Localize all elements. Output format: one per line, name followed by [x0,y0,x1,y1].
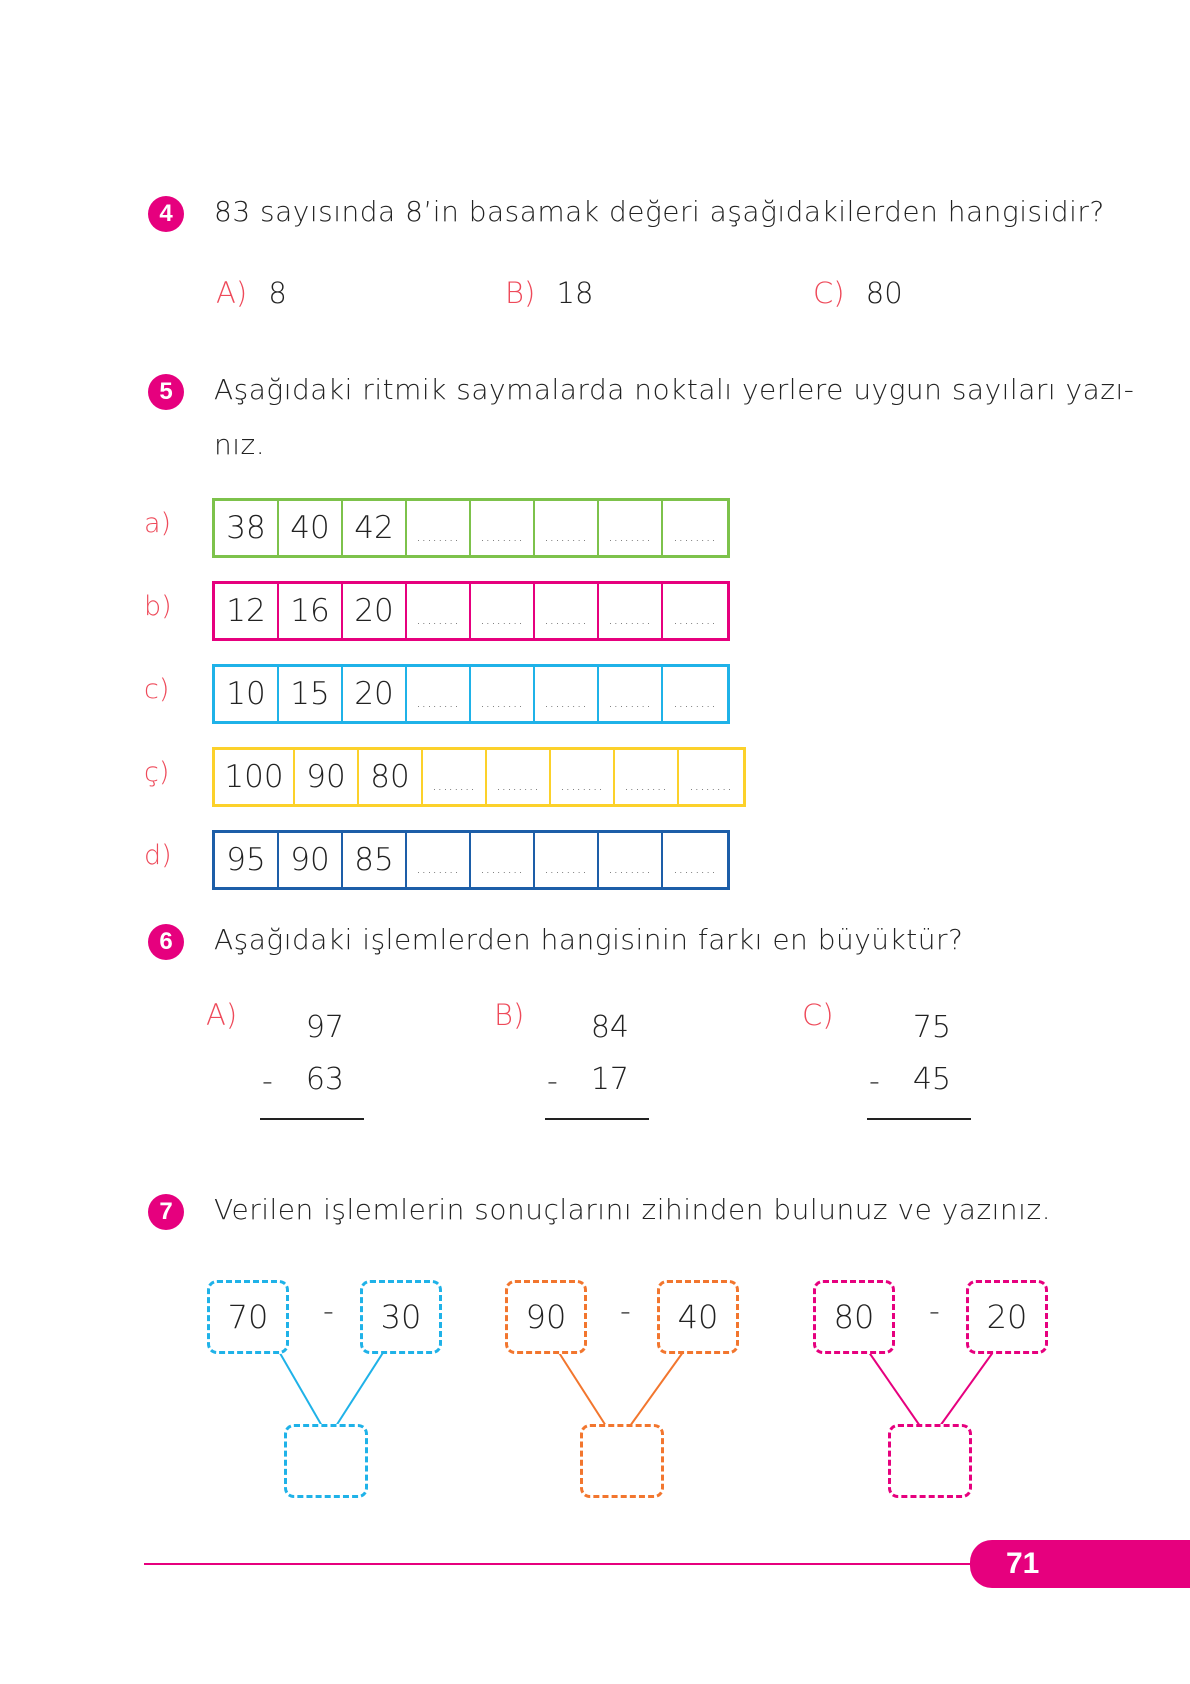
sequence-blank[interactable]: ........ [407,833,471,887]
operand-box-left: 80 [813,1280,895,1354]
minuend: 84 [590,1010,629,1045]
sequence-blank[interactable]: ........ [471,833,535,887]
sequence-label-b: b) [144,591,172,622]
question-4-text: 83 sayısında 8’in basamak değeri aşağıdakilerden hangisidir? [214,195,1105,228]
question-5-text-line1: Aşağıdaki ritmik saymalarda noktalı yerlere uygun sayıları yazı- [214,373,1135,406]
question-7-text: Verilen işlemlerin sonuçlarını zihinden bulunuz ve yazınız. [214,1193,1052,1226]
question-number-4: 4 [148,196,184,232]
sequence-blank[interactable]: ........ [673,695,717,711]
minus-sign: - [620,1294,631,1329]
subtrahend: 63 [305,1062,344,1097]
sequence-cell: 42 [343,501,407,555]
operand-box-right: 40 [657,1280,739,1354]
sequence-label-d: d) [144,840,172,871]
question-number-7: 7 [148,1194,184,1230]
operand-box-left: 70 [207,1280,289,1354]
minus-sign: - [262,1064,273,1099]
option-value: 18 [556,276,594,310]
sequence-blank[interactable]: ........ [689,778,733,794]
sequence-cell: 90 [295,750,359,804]
sequence-blank[interactable]: ........ [673,529,717,545]
sequence-label-c-cedilla: ç) [144,757,170,788]
sequence-cell: 100 [215,750,295,804]
sequence-blank[interactable]: ........ [615,750,679,804]
result-box-right-operand: 20 [966,1280,1048,1354]
footer-divider [144,1563,974,1565]
minus-sign: - [323,1294,334,1329]
subtrahend: 17 [590,1062,629,1097]
sequence-cell: 95 [215,833,279,887]
subtrahend: 45 [912,1062,951,1097]
sequence-blank[interactable]: ........ [407,584,471,638]
option-label: A) [216,276,248,310]
sequence-cell: 10 [215,667,279,721]
sequence-cell: 20 [343,667,407,721]
question-number-5: 5 [148,374,184,410]
sequence-cell: 90 [279,833,343,887]
operand-box-right: 30 [360,1280,442,1354]
sequence-blank[interactable]: ........ [551,750,615,804]
sequence-label-a: a) [144,508,172,539]
sequence-blank[interactable]: ........ [407,667,471,721]
sequence-blank[interactable]: ........ [471,584,535,638]
q6-option-a-label[interactable]: A) [206,998,238,1032]
sequence-cell: 20 [343,584,407,638]
sequence-blank[interactable]: ........ [673,612,717,628]
sequence-blank[interactable]: ........ [535,667,599,721]
sequence-cell: 16 [279,584,343,638]
sequence-cell: 12 [215,584,279,638]
q6-option-b-label[interactable]: B) [494,998,525,1032]
option-label: C) [813,276,845,310]
sequence-blank[interactable]: ........ [423,750,487,804]
question-5-text-line2: nız. [214,428,266,461]
sequence-blank[interactable]: ........ [471,501,535,555]
sequence-blank[interactable]: ........ [599,584,663,638]
sequence-label-c: c) [144,674,170,705]
question-6-text: Aşağıdaki işlemlerden hangisinin farkı en büyüktür? [214,923,964,956]
sequence-blank[interactable]: ........ [487,750,551,804]
result-box[interactable] [580,1424,664,1498]
minuend: 75 [912,1010,951,1045]
question-number-6: 6 [148,924,184,960]
minus-sign: - [869,1064,880,1099]
option-value: 8 [268,276,287,310]
operand-box-left: 90 [505,1280,587,1354]
sequence-blank[interactable]: ........ [673,861,717,877]
sequence-cell: 80 [359,750,423,804]
sequence-blank[interactable]: ........ [535,833,599,887]
result-box[interactable] [284,1424,368,1498]
sequence-blank[interactable]: ........ [599,667,663,721]
sequence-blank[interactable]: ........ [599,833,663,887]
sequence-cell: 40 [279,501,343,555]
sequence-blank[interactable]: ........ [471,667,535,721]
sequence-blank[interactable]: ........ [599,501,663,555]
option-value: 80 [865,276,903,310]
minus-sign: - [547,1064,558,1099]
minus-sign: - [929,1294,940,1329]
result-box[interactable] [888,1424,972,1498]
page-number: 71 [970,1540,1190,1588]
option-label: B) [505,276,536,310]
sequence-blank[interactable]: ........ [535,584,599,638]
minuend: 97 [305,1010,344,1045]
sequence-cell: 85 [343,833,407,887]
sequence-blank[interactable]: ........ [535,501,599,555]
sequence-blank[interactable]: ........ [407,501,471,555]
q6-option-c-label[interactable]: C) [802,998,834,1032]
sequence-cell: 38 [215,501,279,555]
sequence-cell: 15 [279,667,343,721]
